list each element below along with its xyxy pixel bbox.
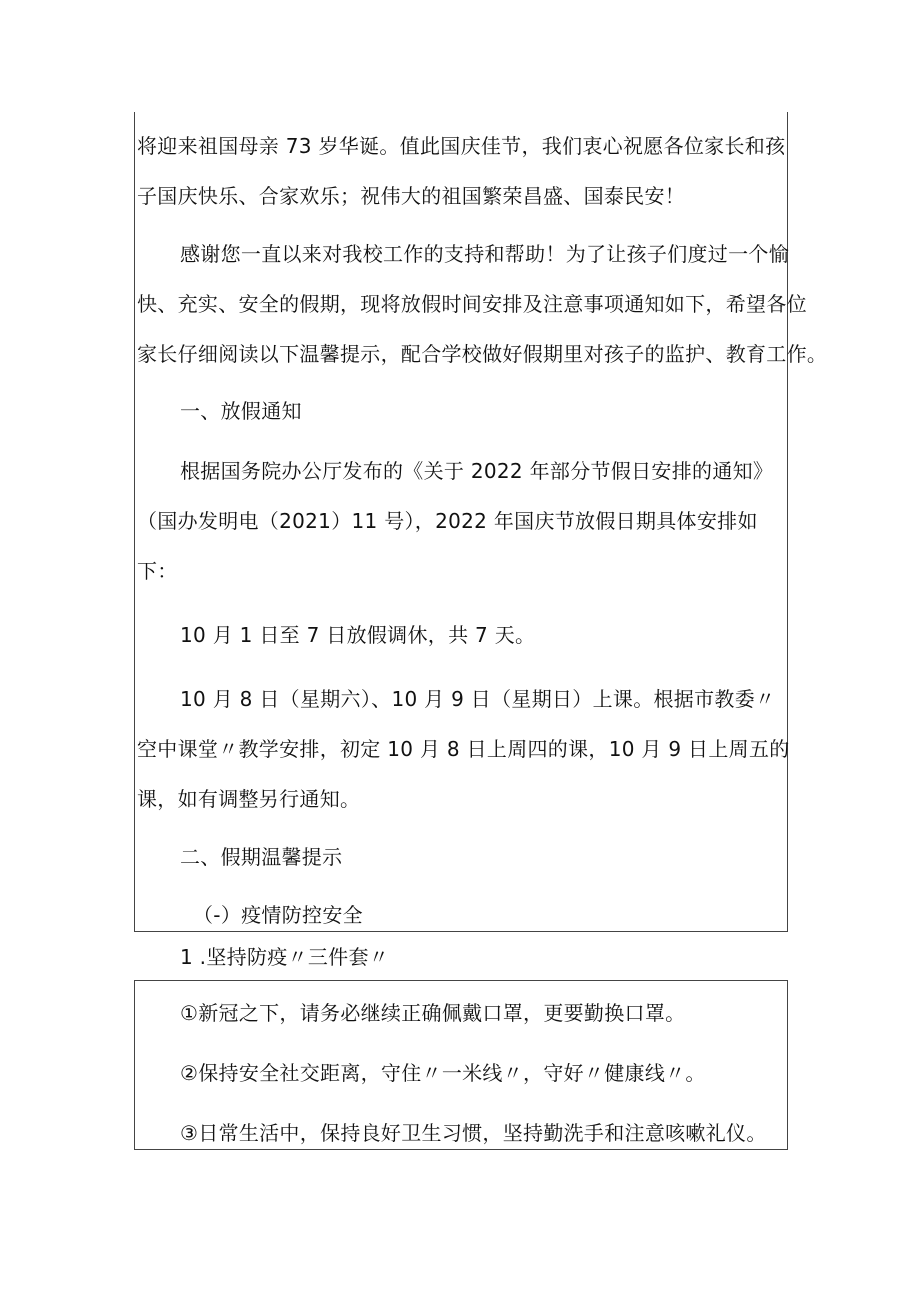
greeting-line-2: 子国庆快乐、合家欢乐；祝伟大的祖国繁荣昌盛、国泰民安！ <box>137 184 686 208</box>
basis-line-2: （国办发明电（2021）11 号），2022 年国庆节放假日期具体安排如 <box>137 509 758 533</box>
point-hygiene: ③日常生活中，保持良好卫生习惯，坚持勤洗手和注意咳嗽礼仪。 <box>180 1121 767 1145</box>
makeup-line-3: 课，如有调整另行通知。 <box>137 787 361 811</box>
item-three-pieces: 1 .坚持防疫〃三件套〃 <box>180 945 390 969</box>
thanks-line-2: 快、充实、安全的假期，现将放假时间安排及注意事项通知如下，希望各位 <box>137 292 807 316</box>
subsection-epidemic: （-）疫情防控安全 <box>193 903 363 927</box>
makeup-line-2: 空中课堂〃教学安排，初定 10 月 8 日上周四的课，10 月 9 日上周五的 <box>137 737 790 761</box>
makeup-line-1: 10 月 8 日（星期六）、10 月 9 日（星期日）上课。根据市教委〃 <box>180 687 776 711</box>
point-distance: ②保持安全社交距离，守住〃一米线〃，守好〃健康线〃。 <box>180 1061 706 1085</box>
greeting-line-1: 将迎来祖国母亲 73 岁华诞。值此国庆佳节，我们衷心祝愿各位家长和孩 <box>137 134 786 158</box>
section1-heading: 一、放假通知 <box>180 399 302 423</box>
thanks-line-1: 感谢您一直以来对我校工作的支持和帮助！为了让孩子们度过一个愉 <box>180 242 789 266</box>
thanks-line-3: 家长仔细阅读以下温馨提示，配合学校做好假期里对孩子的监护、教育工作。 <box>137 342 828 366</box>
holiday-dates: 10 月 1 日至 7 日放假调休，共 7 天。 <box>180 623 536 647</box>
point-mask: ①新冠之下，请务必继续正确佩戴口罩，更要勤换口罩。 <box>180 1001 686 1025</box>
basis-line-1: 根据国务院办公厅发布的《关于 2022 年部分节假日安排的通知》 <box>180 459 774 483</box>
section2-heading: 二、假期温馨提示 <box>180 845 343 869</box>
basis-line-3: 下： <box>137 559 178 583</box>
